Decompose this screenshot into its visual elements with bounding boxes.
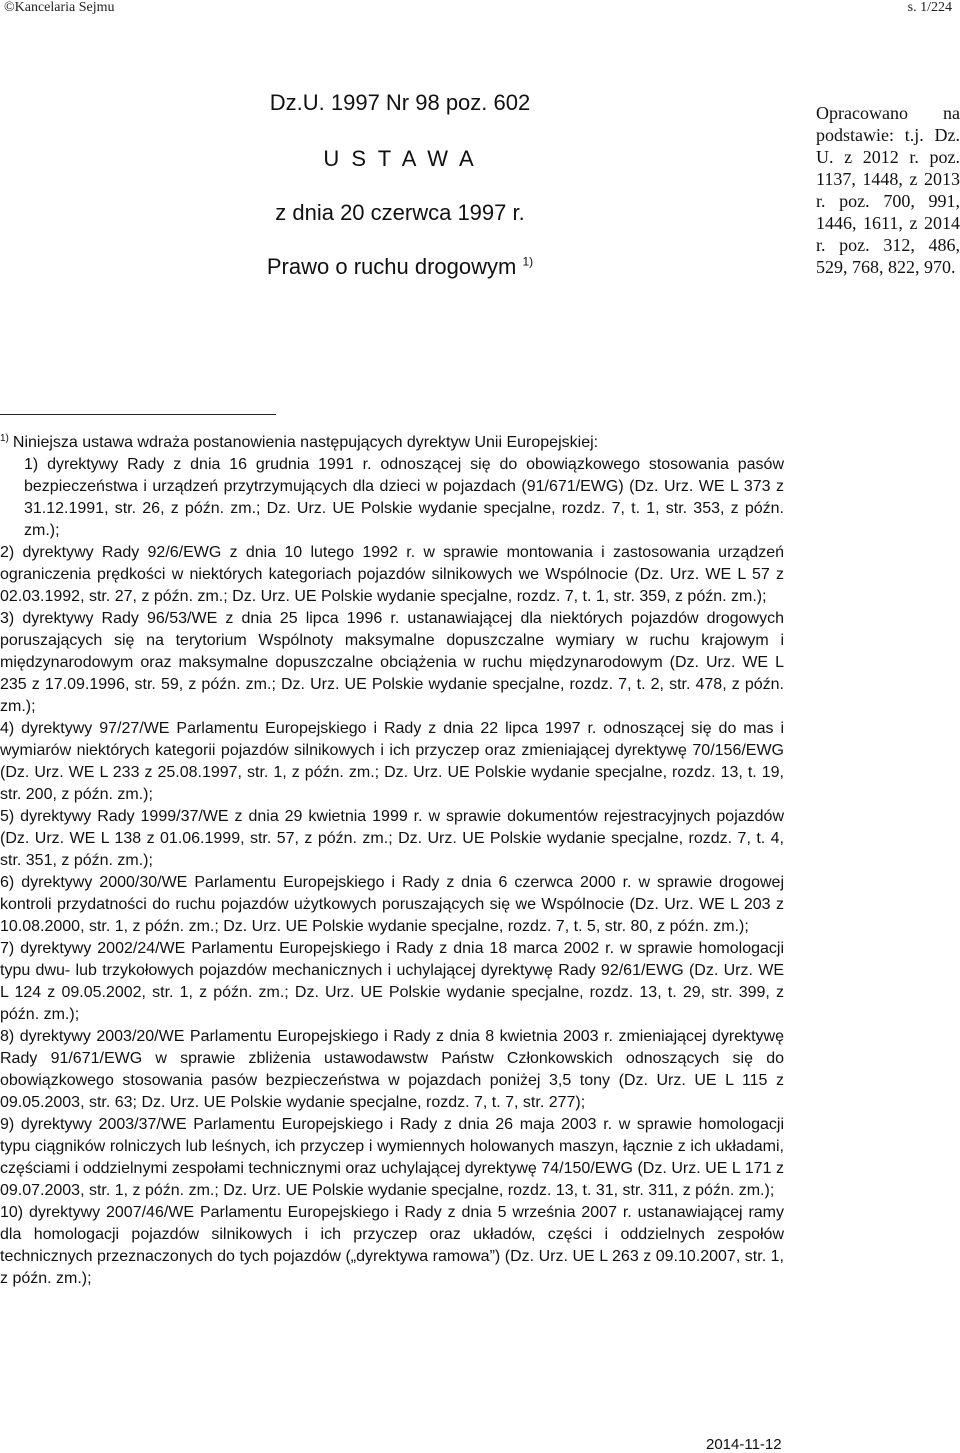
document-date	[706, 1436, 782, 1453]
directive-item: 2) dyrektywy Rady 92/6/EWG z dnia 10 lutego 1992 r. w sprawie montowania i zastosowania urządzeń ograniczenia prędkości w niektórych kategoriach pojazdów silnikowych we Wspólnocie (Dz. Urz. WE L 57 z 02.03.1992, str. 27, z późn. zm.; Dz. Urz. UE Polskie wydanie specjalne, rozdz. 7, t. 1, str. 359, z późn. zm.);	[0, 544, 784, 605]
act-date: z dnia 20 czerwca 1997 r.	[275, 200, 525, 225]
footnote-intro	[0, 432, 784, 454]
footnote-separator	[0, 414, 276, 415]
consolidation-note	[816, 102, 960, 278]
document-date-text: 2014-11-12	[706, 1436, 782, 1453]
header-page-number	[908, 0, 952, 16]
directive-item: 9) dyrektywy 2003/37/WE Parlamentu Europejskiego i Rady z dnia 26 maja 2003 r. w sprawie homologacji typu ciągników rolniczych lub leśnych, ich przyczep i wymiennych holowanych maszyn, łącznie z ich układami, częściami i oddzielnymi zespołami technicznymi oraz uchylającej dyrektywę 74/150/EWG (Dz. Urz. UE L 171 z 09.07.2003, str. 1, z późn. zm.; Dz. Urz. UE Polskie wydanie specjalne, rozdz. 13, t. 31, str. 311, z późn. zm.);	[0, 1116, 784, 1199]
page-number-label: s. 1/224	[907, 0, 952, 15]
directive-item: 8) dyrektywy 2003/20/WE Parlamentu Europejskiego i Rady z dnia 8 kwietnia 2003 r. zmieniającej dyrektywę Rady 91/671/EWG w sprawie zbliżenia ustawodawstw Państw Członkowskich odnoszących się do obowiązkowego stosowania pasów bezpieczeństwa w pojazdach poniżej 3,5 tony (Dz. Urz. UE L 115 z 09.05.2003, str. 63; Dz. Urz. UE Polskie wydanie specjalne, rozdz. 7, t. 7, str. 277);	[0, 1028, 784, 1111]
act-name-line	[210, 254, 590, 280]
footnote-marker: 1)	[0, 432, 9, 444]
act-footnote-ref: 1)	[522, 254, 534, 269]
directive-item: 6) dyrektywy 2000/30/WE Parlamentu Europejskiego i Rady z dnia 6 czerwca 2000 r. w sprawie drogowej kontroli przydatności do ruchu pojazdów użytkowych poruszających się we Wspólnocie (Dz. Urz. WE L 203 z 10.08.2000, str. 1, z późn. zm.; Dz. Urz. UE Polskie wydanie specjalne, rozdz. 7, t. 5, str. 80, z późn. zm.);	[0, 874, 784, 935]
consolidation-note-text: Opracowano na podstawie: t.j. Dz. U. z 2012 r. poz. 1137, 1448, z 2013 r. poz. 700, 991, 1446, 1611, z 2014 r. poz. 312, 486, 529, 768, 822, 970.	[816, 103, 960, 277]
directive-item: 10) dyrektywy 2007/46/WE Parlamentu Europejskiego i Rady z dnia 5 września 2007 r. ustanawiającej ramy dla homologacji pojazdów silnikowych i ich przyczep oraz układów, części i oddzielnych zespołów technicznych przeznaczonych do tych pojazdów („dyrektywa ramowa”) (Dz. Urz. UE L 263 z 09.10.2007, str. 1, z późn. zm.);	[0, 1204, 784, 1287]
directive-item: 7) dyrektywy 2002/24/WE Parlamentu Europejskiego i Rady z dnia 18 marca 2002 r. w sprawie homologacji typu dwu- lub trzykołowych pojazdów mechanicznych i uchylającej dyrektywę Rady 92/61/EWG (Dz. Urz. WE L 124 z 09.05.2002, str. 1, z późn. zm.; Dz. Urz. UE Polskie wydanie specjalne, rozdz. 13, t. 29, str. 399, z późn. zm.);	[0, 940, 784, 1023]
directive-item: 4) dyrektywy 97/27/WE Parlamentu Europejskiego i Rady z dnia 22 lipca 1997 r. odnoszącej się do mas i wymiarów niektórych kategorii pojazdów silnikowych i ich przyczep oraz zmieniającej dyrektywę 70/156/EWG (Dz. Urz. WE L 233 z 25.08.1997, str. 1, z późn. zm.; Dz. Urz. UE Polskie wydanie specjalne, rozdz. 13, t. 19, str. 200, z późn. zm.);	[0, 720, 784, 803]
directive-item: 5) dyrektywy Rady 1999/37/WE z dnia 29 kwietnia 1999 r. w sprawie dokumentów rejestracyjnych pojazdów (Dz. Urz. WE L 138 z 01.06.1999, str. 57, z późn. zm.; Dz. Urz. UE Polskie wydanie specjalne, rozdz. 7, t. 4, str. 351, z późn. zm.);	[0, 808, 784, 869]
directive-item: 1) dyrektywy Rady z dnia 16 grudnia 1991 r. odnoszącej się do obowiązkowego stosowania pasów bezpieczeństwa i urządzeń przytrzymujących dla dzieci w pojazdach (91/671/EWG) (Dz. Urz. WE L 373 z 31.12.1991, str. 26, z późn. zm.; Dz. Urz. UE Polskie wydanie specjalne, rozdz. 7, t. 1, str. 353, z późn. zm.);	[24, 456, 784, 539]
act-type: U S T A W A	[323, 146, 477, 171]
act-citation: Dz.U. 1997 Nr 98 poz. 602	[269, 90, 531, 115]
directive-item: 3) dyrektywy Rady 96/53/WE z dnia 25 lipca 1996 r. ustanawiającej dla niektórych pojazdów drogowych poruszających się na terytorium Wspólnoty maksymalne dopuszczalne wymiary w ruchu krajowym i międzynarodowym oraz maksymalne dopuszczalne obciążenia w ruchu międzynarodowym (Dz. Urz. WE L 235 z 17.09.1996, str. 59, z późn. zm.; Dz. Urz. UE Polskie wydanie specjalne, rozdz. 7, t. 2, str. 478, z późn. zm.);	[0, 610, 784, 715]
title-block	[210, 90, 590, 280]
footnote-intro-text: Niniejsza ustawa wdraża postanowienia następujących dyrektyw Unii Europejskiej:	[12, 434, 599, 451]
act-name: Prawo o ruchu drogowym	[266, 254, 517, 279]
source-label: ©Kancelaria Sejmu	[4, 0, 115, 15]
header-source	[4, 0, 115, 16]
footnotes	[0, 432, 784, 1290]
